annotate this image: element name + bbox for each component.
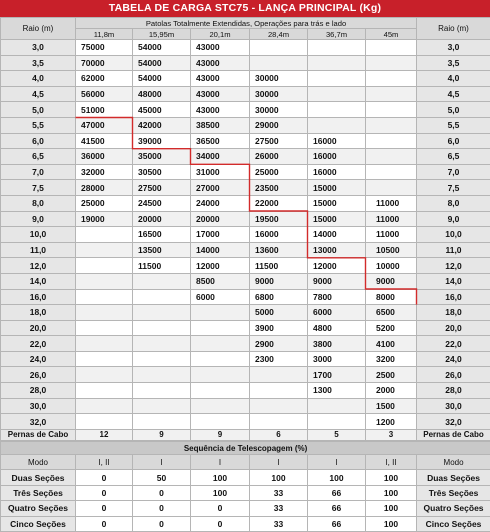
percent-cell: 33: [250, 516, 308, 531]
pernas-cell: 3: [366, 429, 417, 440]
capacity-cell: 11500: [133, 258, 191, 274]
capacity-cell: [76, 383, 133, 399]
capacity-cell: 35000: [133, 149, 191, 165]
capacity-cell: 6500: [366, 305, 417, 321]
raio-cell-right: 7,5: [417, 180, 490, 196]
load-row: [1, 414, 490, 430]
mode-header-right: Modo: [417, 455, 490, 470]
boom-length-header: 45m: [366, 29, 417, 40]
telescoping-row: [1, 470, 490, 485]
capacity-cell: [308, 414, 366, 430]
capacity-cell: 8500: [191, 273, 250, 289]
capacity-cell: 38500: [191, 117, 250, 133]
capacity-cell: 43000: [191, 86, 250, 102]
capacity-cell: [191, 414, 250, 430]
capacity-cell: 14000: [191, 242, 250, 258]
capacity-cell: 2000: [366, 383, 417, 399]
capacity-cell: 54000: [133, 71, 191, 87]
capacity-cell: 1300: [308, 383, 366, 399]
mode-cell: Cinco Seções: [1, 516, 76, 531]
capacity-cell: 15000: [308, 180, 366, 196]
telescoping-table: [0, 441, 490, 532]
capacity-cell: [76, 336, 133, 352]
capacity-cell: 41500: [76, 133, 133, 149]
mode-cell: Quatro Seções: [1, 501, 76, 516]
section-header: I: [191, 455, 250, 470]
capacity-cell: [133, 320, 191, 336]
load-row: [1, 242, 490, 258]
section-header: I: [250, 455, 308, 470]
capacity-cell: 1200: [366, 414, 417, 430]
raio-cell-right: 22,0: [417, 336, 490, 352]
capacity-cell: 30500: [133, 164, 191, 180]
raio-header-right: Raio (m): [417, 18, 490, 40]
capacity-cell: 11000: [366, 227, 417, 243]
raio-cell: 30,0: [1, 398, 76, 414]
capacity-cell: [366, 71, 417, 87]
capacity-cell: 9000: [366, 273, 417, 289]
raio-cell-right: 6,5: [417, 149, 490, 165]
capacity-cell: 17000: [191, 227, 250, 243]
raio-cell: 5,5: [1, 117, 76, 133]
capacity-cell: 2300: [250, 351, 308, 367]
capacity-cell: [76, 273, 133, 289]
capacity-cell: 15000: [308, 195, 366, 211]
capacity-cell: 20000: [191, 211, 250, 227]
capacity-cell: 6800: [250, 289, 308, 305]
capacity-cell: 19500: [250, 211, 308, 227]
capacity-cell: [250, 40, 308, 56]
pernas-label: Pernas de Cabo: [1, 429, 76, 440]
capacity-cell: 7800: [308, 289, 366, 305]
pernas-cell: 9: [191, 429, 250, 440]
capacity-cell: 48000: [133, 86, 191, 102]
capacity-cell: 16500: [133, 227, 191, 243]
load-row: [1, 149, 490, 165]
capacity-cell: 75000: [76, 40, 133, 56]
capacity-cell: 11000: [366, 211, 417, 227]
capacity-cell: [76, 398, 133, 414]
percent-cell: 0: [76, 470, 133, 485]
capacity-cell: 14000: [308, 227, 366, 243]
load-row: [1, 86, 490, 102]
capacity-cell: [191, 367, 250, 383]
capacity-cell: 70000: [76, 55, 133, 71]
percent-cell: 50: [133, 470, 191, 485]
raio-cell: 7,0: [1, 164, 76, 180]
capacity-cell: [133, 305, 191, 321]
capacity-cell: 43000: [191, 55, 250, 71]
raio-cell: 9,0: [1, 211, 76, 227]
raio-cell: 12,0: [1, 258, 76, 274]
capacity-cell: [191, 320, 250, 336]
raio-cell-right: 14,0: [417, 273, 490, 289]
capacity-cell: [133, 367, 191, 383]
raio-cell-right: 5,5: [417, 117, 490, 133]
capacity-cell: 29000: [250, 117, 308, 133]
raio-cell: 26,0: [1, 367, 76, 383]
capacity-cell: [308, 117, 366, 133]
raio-cell-right: 6,0: [417, 133, 490, 149]
capacity-cell: [133, 383, 191, 399]
telescoping-title: Sequência de Telescopagem (%): [1, 442, 490, 455]
raio-cell-right: 18,0: [417, 305, 490, 321]
load-row: [1, 320, 490, 336]
mode-cell: Duas Seções: [1, 470, 76, 485]
telescoping-header-row: [1, 455, 490, 470]
capacity-cell: 3900: [250, 320, 308, 336]
capacity-cell: 13000: [308, 242, 366, 258]
capacity-cell: [76, 351, 133, 367]
raio-cell-right: 30,0: [417, 398, 490, 414]
raio-cell-right: 8,0: [417, 195, 490, 211]
load-row: [1, 273, 490, 289]
raio-cell-right: 4,0: [417, 71, 490, 87]
section-header: I: [133, 455, 191, 470]
raio-cell: 14,0: [1, 273, 76, 289]
raio-cell-right: 11,0: [417, 242, 490, 258]
capacity-cell: 1500: [366, 398, 417, 414]
percent-cell: 0: [76, 516, 133, 531]
capacity-cell: [191, 336, 250, 352]
boom-length-header: 28,4m: [250, 29, 308, 40]
capacity-cell: [191, 305, 250, 321]
percent-cell: 66: [308, 485, 366, 500]
raio-cell-right: 3,0: [417, 40, 490, 56]
pernas-row: [1, 429, 490, 440]
percent-cell: 33: [250, 485, 308, 500]
mode-cell-right: Duas Seções: [417, 470, 490, 485]
capacity-cell: 31000: [191, 164, 250, 180]
page-title: TABELA DE CARGA STC75 - LANÇA PRINCIPAL (Kg): [0, 0, 490, 17]
raio-cell-right: 10,0: [417, 227, 490, 243]
raio-cell-right: 3,5: [417, 55, 490, 71]
capacity-cell: [76, 414, 133, 430]
load-row: [1, 211, 490, 227]
capacity-cell: [366, 164, 417, 180]
capacity-cell: 43000: [191, 71, 250, 87]
capacity-cell: [366, 55, 417, 71]
percent-cell: 100: [366, 470, 417, 485]
capacity-cell: 13500: [133, 242, 191, 258]
telescoping-row: [1, 516, 490, 531]
capacity-cell: 39000: [133, 133, 191, 149]
capacity-cell: 16000: [308, 133, 366, 149]
capacity-cell: [191, 398, 250, 414]
raio-cell-right: 32,0: [417, 414, 490, 430]
capacity-cell: [133, 398, 191, 414]
telescoping-row: [1, 485, 490, 500]
capacity-cell: 5000: [250, 305, 308, 321]
percent-cell: 0: [133, 501, 191, 516]
load-row: [1, 398, 490, 414]
percent-cell: 0: [76, 501, 133, 516]
capacity-cell: 12000: [191, 258, 250, 274]
mode-cell-right: Três Seções: [417, 485, 490, 500]
telescoping-row: [1, 501, 490, 516]
capacity-cell: 3200: [366, 351, 417, 367]
capacity-cell: [250, 367, 308, 383]
percent-cell: 66: [308, 501, 366, 516]
capacity-cell: 25000: [76, 195, 133, 211]
capacity-cell: 32000: [76, 164, 133, 180]
raio-cell-right: 12,0: [417, 258, 490, 274]
raio-cell: 5,0: [1, 102, 76, 118]
capacity-cell: [76, 289, 133, 305]
capacity-cell: 42000: [133, 117, 191, 133]
capacity-cell: 3800: [308, 336, 366, 352]
boom-length-header: 20,1m: [191, 29, 250, 40]
percent-cell: 100: [366, 485, 417, 500]
pernas-label-right: Pernas de Cabo: [417, 429, 490, 440]
capacity-cell: [250, 398, 308, 414]
capacity-cell: [133, 336, 191, 352]
raio-cell: 10,0: [1, 227, 76, 243]
percent-cell: 100: [308, 470, 366, 485]
capacity-cell: 8000: [366, 289, 417, 305]
percent-cell: 100: [366, 501, 417, 516]
capacity-cell: [366, 149, 417, 165]
capacity-cell: 47000: [76, 117, 133, 133]
capacity-cell: 3000: [308, 351, 366, 367]
capacity-cell: [250, 55, 308, 71]
capacity-cell: 12000: [308, 258, 366, 274]
capacity-cell: 24000: [191, 195, 250, 211]
raio-cell: 18,0: [1, 305, 76, 321]
capacity-cell: [308, 71, 366, 87]
capacity-cell: 16000: [250, 227, 308, 243]
percent-cell: 100: [250, 470, 308, 485]
mode-header: Modo: [1, 455, 76, 470]
capacity-cell: [366, 133, 417, 149]
capacity-cell: 1700: [308, 367, 366, 383]
capacity-cell: 15000: [308, 211, 366, 227]
raio-cell: 3,5: [1, 55, 76, 71]
capacity-cell: [191, 351, 250, 367]
capacity-cell: 30000: [250, 102, 308, 118]
capacity-cell: [133, 289, 191, 305]
raio-header-left: Raio (m): [1, 18, 76, 40]
outrigger-group-header: Patolas Totalmente Extendidas, Operações para trás e lado: [76, 18, 417, 29]
capacity-cell: 16000: [308, 149, 366, 165]
capacity-cell: 56000: [76, 86, 133, 102]
capacity-cell: [308, 398, 366, 414]
capacity-cell: [308, 55, 366, 71]
load-row: [1, 227, 490, 243]
mode-cell-right: Quatro Seções: [417, 501, 490, 516]
capacity-cell: [76, 227, 133, 243]
capacity-cell: 11000: [366, 195, 417, 211]
capacity-cell: [366, 40, 417, 56]
raio-cell-right: 9,0: [417, 211, 490, 227]
load-row: [1, 289, 490, 305]
raio-cell-right: 4,5: [417, 86, 490, 102]
capacity-cell: [308, 102, 366, 118]
load-row: [1, 336, 490, 352]
load-row: [1, 258, 490, 274]
raio-cell: 11,0: [1, 242, 76, 258]
capacity-cell: 11500: [250, 258, 308, 274]
capacity-cell: 36000: [76, 149, 133, 165]
capacity-cell: [76, 367, 133, 383]
load-row: [1, 367, 490, 383]
capacity-cell: 54000: [133, 55, 191, 71]
section-header: I, II: [366, 455, 417, 470]
raio-cell: 16,0: [1, 289, 76, 305]
pernas-cell: 9: [133, 429, 191, 440]
capacity-cell: 6000: [191, 289, 250, 305]
capacity-cell: [366, 180, 417, 196]
load-row: [1, 305, 490, 321]
capacity-cell: 34000: [191, 149, 250, 165]
capacity-cell: [308, 86, 366, 102]
capacity-cell: [308, 40, 366, 56]
percent-cell: 0: [76, 485, 133, 500]
capacity-cell: 24500: [133, 195, 191, 211]
raio-cell: 7,5: [1, 180, 76, 196]
capacity-cell: 13600: [250, 242, 308, 258]
pernas-cell: 5: [308, 429, 366, 440]
raio-cell: 22,0: [1, 336, 76, 352]
percent-cell: 100: [366, 516, 417, 531]
percent-cell: 0: [191, 516, 250, 531]
load-row: [1, 180, 490, 196]
raio-cell-right: 7,0: [417, 164, 490, 180]
capacity-cell: [366, 117, 417, 133]
capacity-cell: 9000: [250, 273, 308, 289]
raio-cell: 6,0: [1, 133, 76, 149]
raio-cell: 4,0: [1, 71, 76, 87]
capacity-cell: 23500: [250, 180, 308, 196]
section-header: I: [308, 455, 366, 470]
raio-cell: 24,0: [1, 351, 76, 367]
capacity-cell: 28000: [76, 180, 133, 196]
capacity-cell: [133, 273, 191, 289]
section-header: I, II: [76, 455, 133, 470]
capacity-cell: 10500: [366, 242, 417, 258]
raio-cell-right: 16,0: [417, 289, 490, 305]
raio-cell-right: 5,0: [417, 102, 490, 118]
raio-cell-right: 28,0: [417, 383, 490, 399]
capacity-cell: 36500: [191, 133, 250, 149]
capacity-cell: 25000: [250, 164, 308, 180]
load-row: [1, 71, 490, 87]
load-row: [1, 164, 490, 180]
capacity-cell: 10000: [366, 258, 417, 274]
load-row: [1, 102, 490, 118]
capacity-cell: [76, 258, 133, 274]
capacity-cell: [133, 351, 191, 367]
capacity-cell: 43000: [191, 102, 250, 118]
raio-cell: 20,0: [1, 320, 76, 336]
load-row: [1, 40, 490, 56]
boom-length-header: 36,7m: [308, 29, 366, 40]
capacity-cell: 27500: [250, 133, 308, 149]
capacity-cell: 22000: [250, 195, 308, 211]
capacity-cell: 27500: [133, 180, 191, 196]
load-row: [1, 55, 490, 71]
capacity-cell: 26000: [250, 149, 308, 165]
raio-cell-right: 20,0: [417, 320, 490, 336]
capacity-cell: 20000: [133, 211, 191, 227]
capacity-cell: [366, 102, 417, 118]
capacity-cell: [76, 242, 133, 258]
percent-cell: 66: [308, 516, 366, 531]
boom-length-header: 11,8m: [76, 29, 133, 40]
percent-cell: 100: [191, 470, 250, 485]
raio-cell-right: 26,0: [417, 367, 490, 383]
capacity-cell: [250, 414, 308, 430]
capacity-cell: 30000: [250, 86, 308, 102]
capacity-cell: 19000: [76, 211, 133, 227]
raio-cell: 32,0: [1, 414, 76, 430]
load-row: [1, 351, 490, 367]
load-row: [1, 117, 490, 133]
capacity-cell: 54000: [133, 40, 191, 56]
capacity-cell: 6000: [308, 305, 366, 321]
capacity-cell: [191, 383, 250, 399]
percent-cell: 0: [191, 501, 250, 516]
boom-length-header: 15,95m: [133, 29, 191, 40]
percent-cell: 0: [133, 516, 191, 531]
load-table: [0, 17, 490, 441]
load-row: [1, 195, 490, 211]
load-row: [1, 383, 490, 399]
capacity-cell: 4100: [366, 336, 417, 352]
capacity-cell: 62000: [76, 71, 133, 87]
raio-cell: 8,0: [1, 195, 76, 211]
capacity-cell: 51000: [76, 102, 133, 118]
capacity-cell: 16000: [308, 164, 366, 180]
pernas-cell: 12: [76, 429, 133, 440]
load-row: [1, 133, 490, 149]
raio-cell-right: 24,0: [417, 351, 490, 367]
capacity-cell: 9000: [308, 273, 366, 289]
raio-cell: 4,5: [1, 86, 76, 102]
capacity-cell: [250, 383, 308, 399]
capacity-cell: [76, 320, 133, 336]
capacity-cell: 43000: [191, 40, 250, 56]
capacity-cell: 45000: [133, 102, 191, 118]
capacity-cell: 4800: [308, 320, 366, 336]
capacity-cell: 2900: [250, 336, 308, 352]
mode-cell: Três Seções: [1, 485, 76, 500]
capacity-cell: 5200: [366, 320, 417, 336]
mode-cell-right: Cinco Seções: [417, 516, 490, 531]
percent-cell: 33: [250, 501, 308, 516]
pernas-cell: 6: [250, 429, 308, 440]
percent-cell: 0: [133, 485, 191, 500]
capacity-cell: 2500: [366, 367, 417, 383]
capacity-cell: 30000: [250, 71, 308, 87]
raio-cell: 28,0: [1, 383, 76, 399]
capacity-cell: [133, 414, 191, 430]
raio-cell: 3,0: [1, 40, 76, 56]
capacity-cell: [76, 305, 133, 321]
capacity-cell: [366, 86, 417, 102]
raio-cell: 6,5: [1, 149, 76, 165]
capacity-cell: 27000: [191, 180, 250, 196]
percent-cell: 100: [191, 485, 250, 500]
